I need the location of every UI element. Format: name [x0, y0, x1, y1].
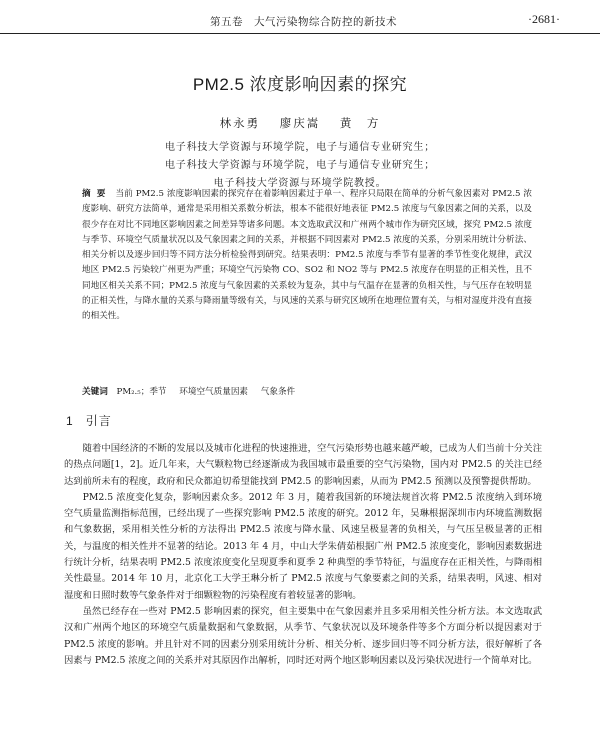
running-title: 第五卷 大气污染物综合防控的新技术: [210, 16, 397, 28]
keyword-item: 环境空气质量因素: [179, 387, 249, 397]
section-number: 1: [66, 414, 74, 428]
body-paragraph: 虽然已经存在一些对 PM2.5 影响因素的探究，但主要集中在气象因素并且多采用相关性分析方法。本文选取武汉和广州两个地区的环境空气质量数据和气象数据，从季节、气象状况以及环境条件等多个方面分析以提因素对于 PM2.5 浓度的影响。并且针对不同的因素分别采用统计分析、相关分析、逐步回归等不同分析方法，很好解析了各因素与 PM2.5 浓度之间的关系并对其原因作出解析，同时还对两个地区影响因素以及污染状况进行一个简单对比。: [64, 605, 542, 666]
affiliation-line: 电子科技大学资源与环境学院，电子与通信专业研究生；: [165, 160, 435, 171]
abstract-label: 摘要: [82, 188, 112, 198]
author-list: [0, 115, 600, 131]
body-paragraph: 随着中国经济的不断的发展以及城市化进程的快速推进，空气污染形势也越来越严峻，已成为人们当前十分关注的热点问题[1，2]。近几年来，大气颗粒物已经逐渐成为我国城市最重要的空气污染物，国内对 PM2.5 的关注已经达到前所未有的程度，政府和民众都迫切希望能找到 PM2.5 的影响因素，从而为 PM2.5 预测以及预警提供帮助。: [64, 443, 542, 487]
paper-title: PM2.5 浓度影响因素的探究: [192, 75, 408, 94]
running-header: [0, 8, 600, 34]
abstract-text: 当前 PM2.5 浓度影响因素的探究存在着影响因素过于单一、程序只局限在简单的分析气象因素对 PM2.5 浓度影响、研究方法简单，通常是采用相关系数分析法，根本不能很好地表征 PM2.5 浓度与气象因素之间的关系，以及很少存在对比不同地区影响因素之间差异等诸多问题。本文选取武汉和广州两个城市作为研究区域，探究 PM2.5 浓度与季节、环境空气质量状况以及气象因素之间的关系，并根据不同因素对 PM2.5 浓度的关系，分别采用统计分析法、相关分析以及逐步回归等不同方法分析检验得到研究。结果表明：PM2.5 浓度与季节有显著的季节性变化规律，武汉地区 PM2.5 污染较广州更为严重；环境空气污染物 CO、SO2 和 NO2 等与 PM2.5 浓度存在明显的正相关性，且不同地区相关关系不同；PM2.5 浓度与气象因素的关系较为复杂，其中与气温存在显著的负相关性，与气压存在较明显的正相关性，与降水量的关系与降雨量等级有关，与风速的关系与研究区域所在地理位置有关，与相对湿度并没有直接的相关性。: [82, 189, 532, 322]
body-paragraph: PM2.5 浓度变化复杂，影响因素众多。2012 年 3 月，随着我国新的环境法规首次将 PM2.5 浓度纳入到环境空气质量监测指标范围，已经出现了一些探究影响 PM2.5 浓度的研究。2012 年，吴琳根据深圳市内环境监测数据和气象数据，采用相关性分析的方法得出 PM2.5 浓度与降水量、风速呈极显著的负相关，与气压呈极显著的正相关，与温度的相关性并不显著的结论。2013 年 4 月，中山大学朱倩茹根据广州 PM2.5 浓度变化，影响因素数据进行统计分析，结果表明 PM2.5 浓度浓度变化呈现夏季和夏季 2 种典型的季节特征，与温度存在正相关性，与降雨相关性最显。2014 年 10 月，北京化工大学王琳分析了 PM2.5 浓度与气象要素之间的关系，结果表明，风速、相对湿度和日照时数等气象条件对于细颗粒物的污染程度有着较显著的影响。: [64, 491, 542, 601]
affiliation-line: 电子科技大学资源与环境学院，电子与通信专业研究生；: [165, 142, 435, 153]
author-name: 林永勇: [219, 116, 261, 130]
body-text: [64, 441, 542, 669]
keyword-item: PM₂.₅；季节: [116, 387, 167, 397]
author-name: 黄 方: [339, 116, 381, 130]
affiliation-line: 电子科技大学资源与环境学院教授。: [213, 178, 387, 189]
author-name: 廖庆嵩: [279, 116, 321, 130]
keywords-label: 关键词: [82, 386, 108, 396]
keyword-item: 气象条件: [260, 387, 296, 397]
affiliation-list: [0, 139, 600, 193]
section-title: 引言: [85, 414, 112, 428]
page-number: ·2681·: [528, 12, 560, 26]
abstract: [82, 186, 532, 325]
keywords: [82, 384, 532, 400]
section-heading: [66, 412, 112, 429]
